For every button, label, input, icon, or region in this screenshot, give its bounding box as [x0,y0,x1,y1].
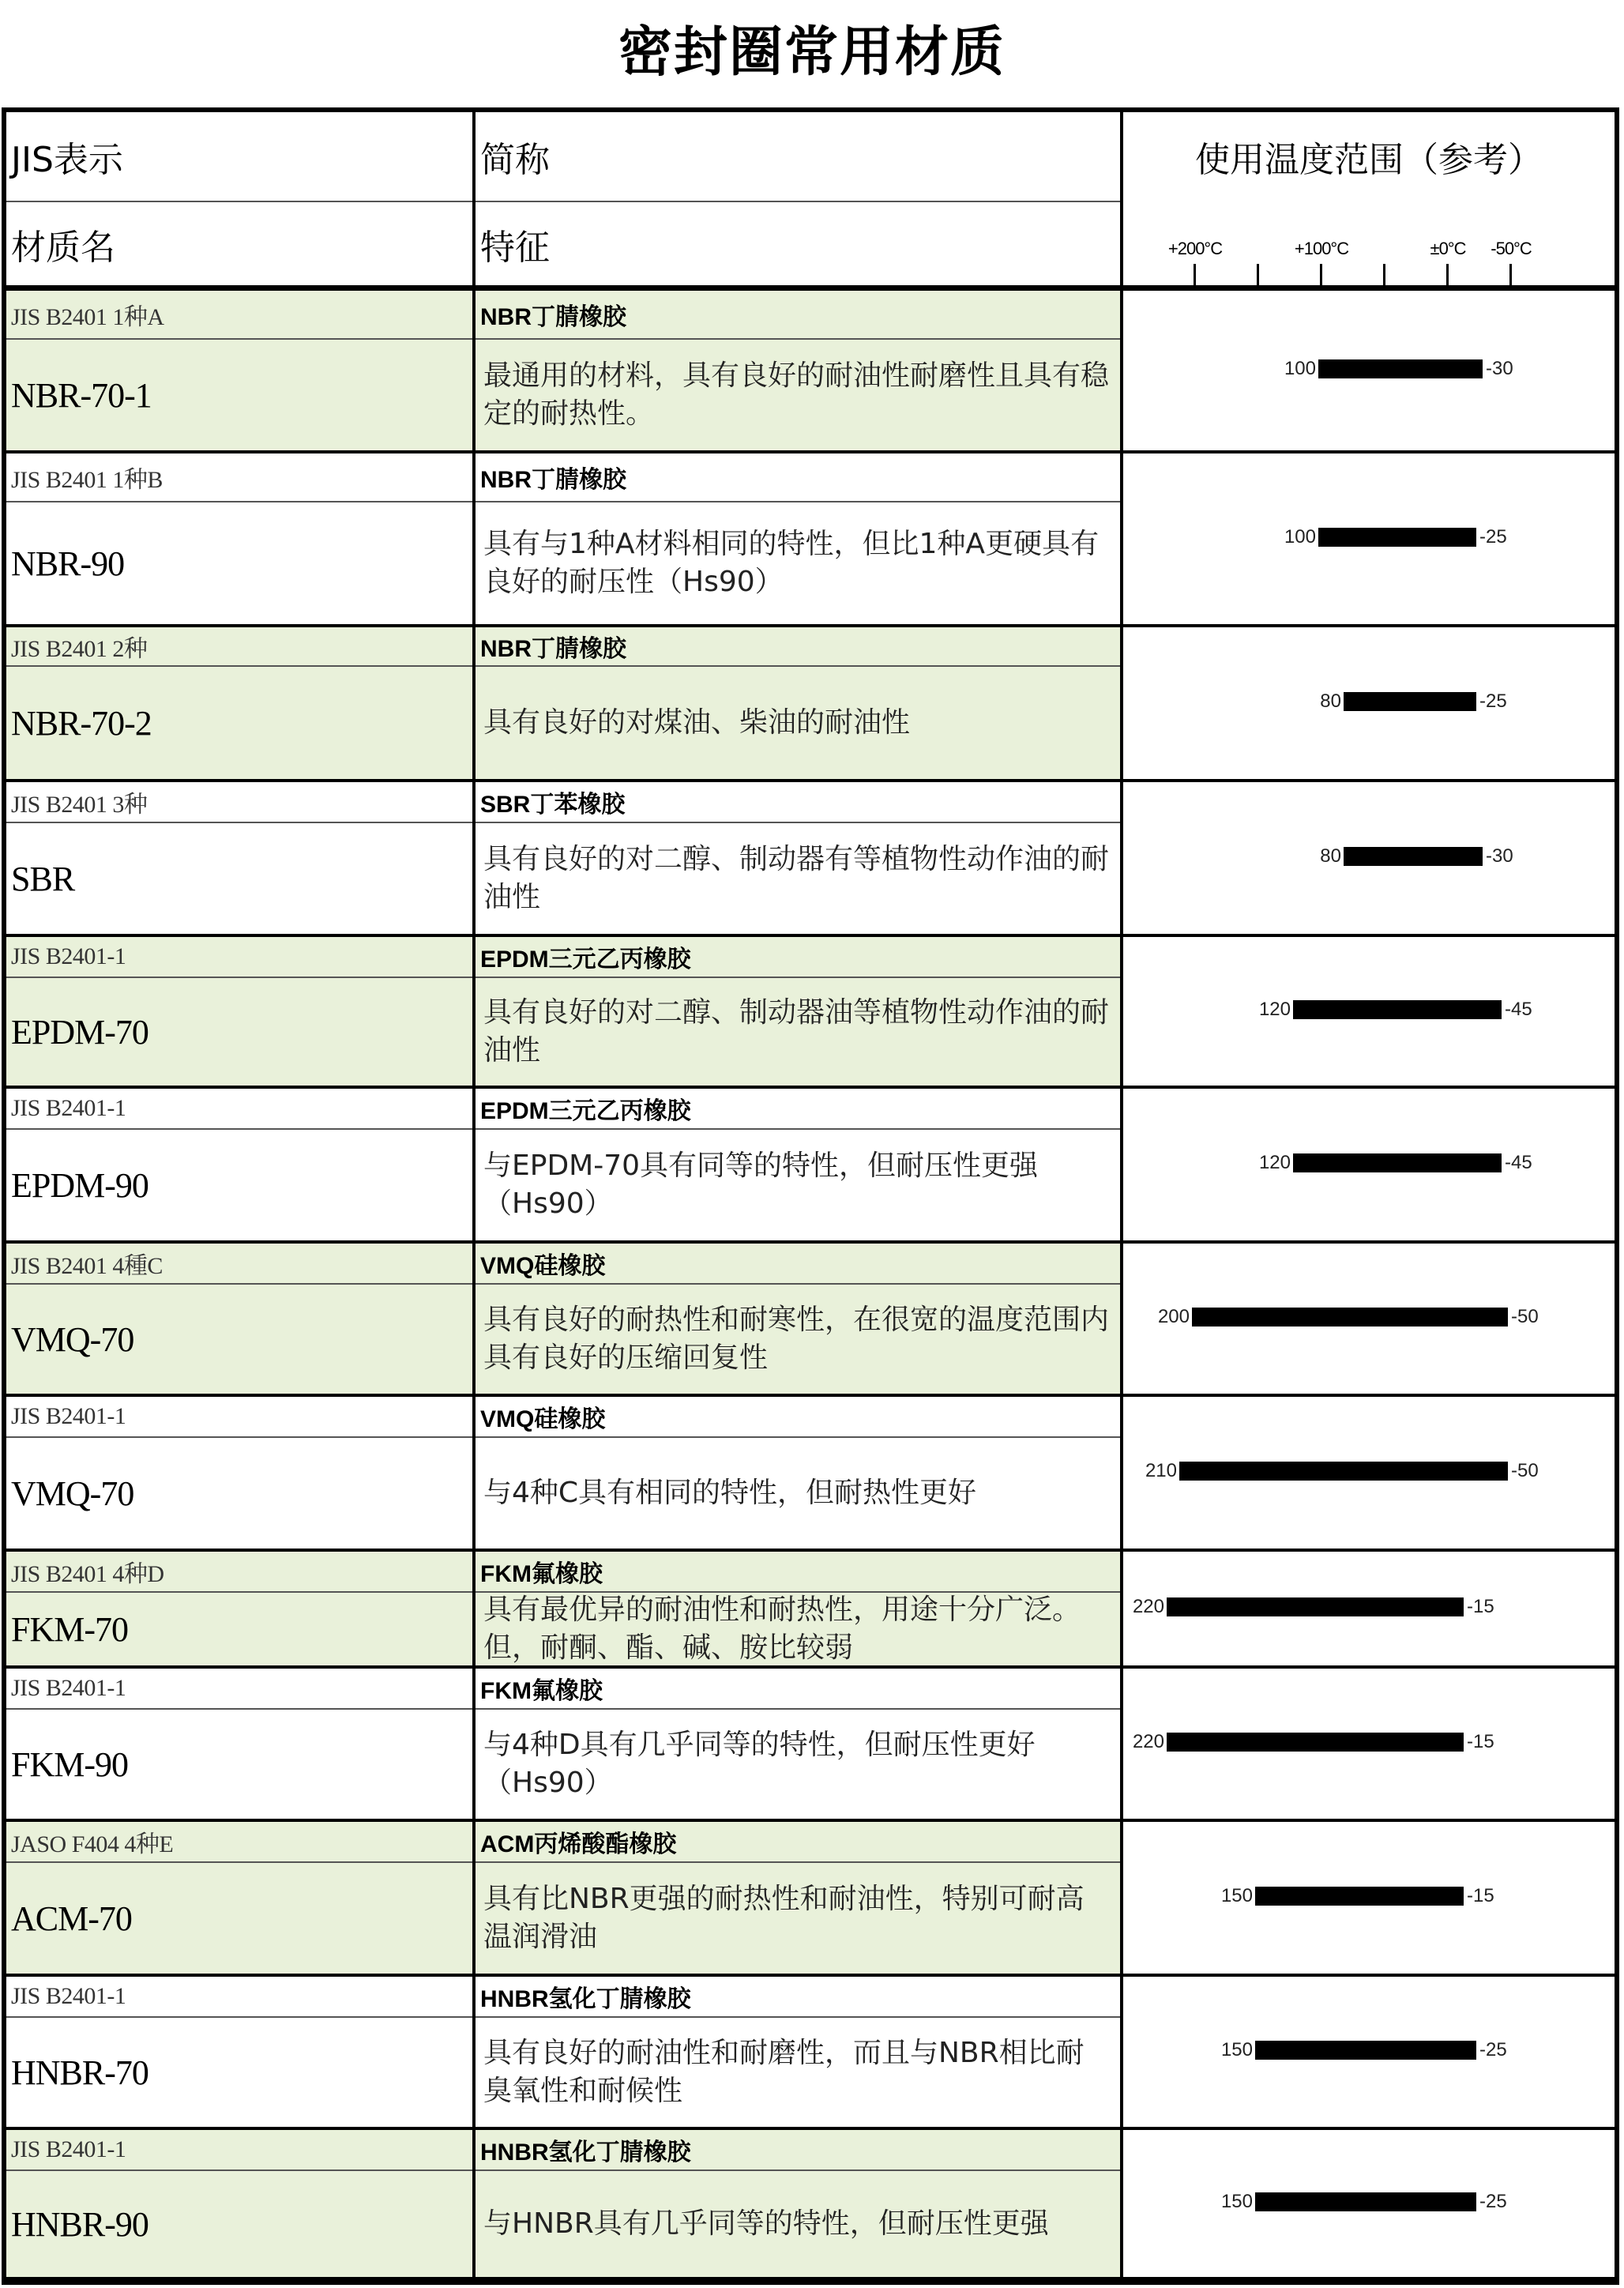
description-cell [476,1089,1120,1240]
material-feature: 与4种C具有相同的特性，但耐热性更好 [483,1477,977,1509]
axis-tick [1509,264,1512,286]
temp-range-cell [1123,2130,1615,2277]
material-name: FKM-90 [11,1744,129,1784]
temp-high-label: 120 [1258,999,1291,1020]
material-feature: 具有良好的对二醇、制动器有等植物性动作油的耐油性 [483,843,1110,913]
temp-range-bar [1318,359,1483,378]
jis-cell [6,1669,472,1819]
axis-label-100: +100°C [1294,239,1349,258]
temp-high-label: 80 [1320,845,1341,867]
temp-low-label: -50 [1511,1460,1539,1481]
material-name: ACM-70 [11,1899,132,1938]
jis-standard: JIS B2401-1 [6,1669,472,1710]
temp-range-bar [1293,1000,1502,1019]
jis-cell [6,1089,472,1240]
temp-low-label: -45 [1505,999,1532,1020]
temp-range-bar [1318,528,1476,547]
material-feature: 与HNBR具有几乎同等的特性，但耐压性更强 [483,2207,1049,2240]
header-divider [6,201,1120,202]
jis-standard: JIS B2401 3种 [6,782,472,823]
temp-range-bar [1167,1597,1464,1616]
temp-low-label: -45 [1505,1152,1532,1173]
page-title: 密封圈常用材质 [618,21,1006,84]
table-row [6,1552,1615,1669]
temp-high-label: 80 [1320,691,1341,712]
table-row [6,1244,1615,1397]
material-name: NBR-70-2 [11,703,152,743]
temp-range-bar [1255,1887,1464,1906]
description-cell [476,453,1120,624]
temp-high-label: 210 [1145,1460,1177,1481]
material-abbreviation: FKM氟橡胶 [476,1669,1120,1710]
temp-high-label: 150 [1220,2039,1253,2060]
table-row [6,1822,1615,1977]
material-abbreviation: FKM氟橡胶 [476,1552,1120,1593]
axis-tick [1383,264,1385,286]
temp-low-label: -50 [1511,1306,1539,1327]
temp-high-label: 200 [1157,1306,1190,1327]
table-row [6,2130,1615,2280]
jis-cell [6,291,472,450]
axis-label-0: ±0°C [1430,239,1466,258]
table-row [6,627,1615,782]
temp-low-label: -15 [1467,1596,1494,1617]
material-feature: 最通用的材料，具有良好的耐油性耐磨性且具有稳定的耐热性。 [483,359,1110,430]
table-row [6,1089,1615,1244]
axis-tick [1194,264,1196,286]
description-cell [476,1669,1120,1819]
material-abbreviation: NBR丁腈橡胶 [476,453,1120,502]
temp-range-cell [1123,1669,1615,1819]
description-cell [476,1244,1120,1394]
material-abbreviation: EPDM三元乙丙橡胶 [476,937,1120,978]
jis-cell [6,627,472,779]
material-feature: 与EPDM-70具有同等的特性，但耐压性更强（Hs90） [483,1150,1039,1220]
temp-range-bar [1179,1462,1508,1481]
header-temp-range-label: 使用温度范围（参考） [1195,140,1543,180]
axis-tick [1320,264,1322,286]
table-header [6,112,1615,291]
column-divider [1120,112,1123,2280]
jis-cell [6,1977,472,2127]
jis-standard: JASO F404 4种E [6,1822,472,1863]
jis-standard: JIS B2401-1 [6,1397,472,1438]
table-row [6,1669,1615,1822]
materials-table [2,107,1619,2285]
table-row [6,291,1615,453]
jis-cell [6,453,472,624]
temp-range-cell [1123,1089,1615,1240]
jis-cell [6,1397,472,1549]
temp-range-bar [1255,2041,1476,2060]
description-cell [476,1397,1120,1549]
jis-standard: JIS B2401 1种B [6,453,472,502]
material-abbreviation: HNBR氢化丁腈橡胶 [476,2130,1120,2171]
temp-range-cell [1123,1977,1615,2127]
material-feature: 具有与1种A材料相同的特性，但比1种A更硬具有良好的耐压性（Hs90） [483,528,1100,598]
axis-label-200: +200°C [1167,239,1223,258]
temp-range-bar [1293,1153,1502,1172]
jis-standard: JIS B2401-1 [6,937,472,978]
description-cell [476,627,1120,779]
jis-standard: JIS B2401 4種C [6,1244,472,1285]
temp-range-cell [1123,937,1615,1086]
material-abbreviation: EPDM三元乙丙橡胶 [476,1089,1120,1130]
temp-high-label: 100 [1284,526,1316,548]
jis-standard: JIS B2401 4种D [6,1552,472,1593]
temp-low-label: -15 [1467,1731,1494,1752]
temp-range-cell [1123,627,1615,779]
description-cell [476,1977,1120,2127]
temp-low-label: -25 [1479,2191,1507,2212]
description-cell [476,937,1120,1086]
column-divider [472,112,476,2280]
header-abbr-label: 简称 [480,140,550,180]
temp-low-label: -30 [1486,845,1513,867]
axis-tick [1257,264,1259,286]
jis-cell [6,937,472,1086]
temp-range-cell [1123,1244,1615,1394]
jis-cell [6,2130,472,2277]
temp-range-cell [1123,1822,1615,1974]
description-cell [476,2130,1120,2277]
jis-standard: JIS B2401-1 [6,1977,472,2018]
jis-cell [6,1552,472,1665]
axis-label-minus50: -50°C [1491,239,1532,258]
temp-low-label: -25 [1479,691,1507,712]
description-cell [476,1822,1120,1974]
temp-range-bar [1255,2192,1476,2211]
material-feature: 具有比NBR更强的耐热性和耐油性，特别可耐高温润滑油 [483,1883,1085,1953]
material-name: VMQ-70 [11,1473,134,1513]
axis-tick [1446,264,1449,286]
material-abbreviation: SBR丁苯橡胶 [476,782,1120,823]
material-feature: 具有最优异的耐油性和耐热性，用途十分广泛。但，耐酮、酯、碱、胺比较弱 [483,1594,1081,1664]
temp-range-cell [1123,1397,1615,1549]
material-name: SBR [11,859,75,898]
description-cell [476,1552,1120,1665]
material-name: FKM-70 [11,1609,129,1649]
jis-cell [6,1822,472,1974]
temp-range-cell [1123,782,1615,934]
temp-high-label: 150 [1220,2191,1253,2212]
table-row [6,937,1615,1089]
table-row [6,453,1615,627]
temp-high-label: 220 [1132,1731,1164,1752]
temp-range-bar [1344,847,1483,866]
temp-low-label: -30 [1486,358,1513,379]
header-feature-label: 特征 [480,227,550,268]
temp-high-label: 150 [1220,1885,1253,1906]
temp-high-label: 100 [1284,358,1316,379]
temp-range-cell [1123,291,1615,450]
description-cell [476,782,1120,934]
material-feature: 与4种D具有几乎同等的特性，但耐压性更好（Hs90） [483,1729,1036,1799]
material-name: HNBR-90 [11,2204,148,2244]
temp-range-cell [1123,453,1615,624]
temp-range-bar [1167,1733,1464,1752]
jis-standard: JIS B2401-1 [6,2130,472,2171]
temp-range-bar [1192,1308,1508,1327]
temp-range-cell [1123,1552,1615,1665]
material-name: NBR-70-1 [11,375,152,415]
material-name: HNBR-70 [11,2053,148,2092]
temp-low-label: -15 [1467,1885,1494,1906]
description-cell [476,291,1120,450]
material-name: NBR-90 [11,544,125,583]
jis-standard: JIS B2401-1 [6,1089,472,1130]
jis-standard: JIS B2401 2种 [6,627,472,667]
table-row [6,1397,1615,1552]
material-name: EPDM-90 [11,1165,148,1205]
material-name: EPDM-70 [11,1012,148,1052]
material-abbreviation: NBR丁腈橡胶 [476,627,1120,667]
jis-cell [6,782,472,934]
material-abbreviation: ACM丙烯酸酯橡胶 [476,1822,1120,1863]
temp-high-label: 120 [1258,1152,1291,1173]
material-feature: 具有良好的对二醇、制动器油等植物性动作油的耐油性 [483,996,1110,1067]
temp-low-label: -25 [1479,2039,1507,2060]
table-row [6,782,1615,937]
table-row [6,1977,1615,2130]
material-abbreviation: NBR丁腈橡胶 [476,291,1120,340]
temp-low-label: -25 [1479,526,1507,548]
jis-standard: JIS B2401 1种A [6,291,472,340]
material-feature: 具有良好的耐热性和耐寒性，在很宽的温度范围内具有良好的压缩回复性 [483,1304,1110,1374]
jis-cell [6,1244,472,1394]
material-abbreviation: HNBR氢化丁腈橡胶 [476,1977,1120,2018]
material-name: VMQ-70 [11,1319,134,1359]
temp-high-label: 220 [1132,1596,1164,1617]
material-abbreviation: VMQ硅橡胶 [476,1244,1120,1285]
temp-range-bar [1344,692,1476,711]
header-material-label: 材质名 [11,227,115,268]
material-feature: 具有良好的耐油性和耐磨性，而且与NBR相比耐臭氧性和耐候性 [483,2037,1085,2107]
header-jis-label: JIS表示 [11,140,123,180]
material-abbreviation: VMQ硅橡胶 [476,1397,1120,1438]
material-feature: 具有良好的对煤油、柴油的耐油性 [483,706,911,739]
